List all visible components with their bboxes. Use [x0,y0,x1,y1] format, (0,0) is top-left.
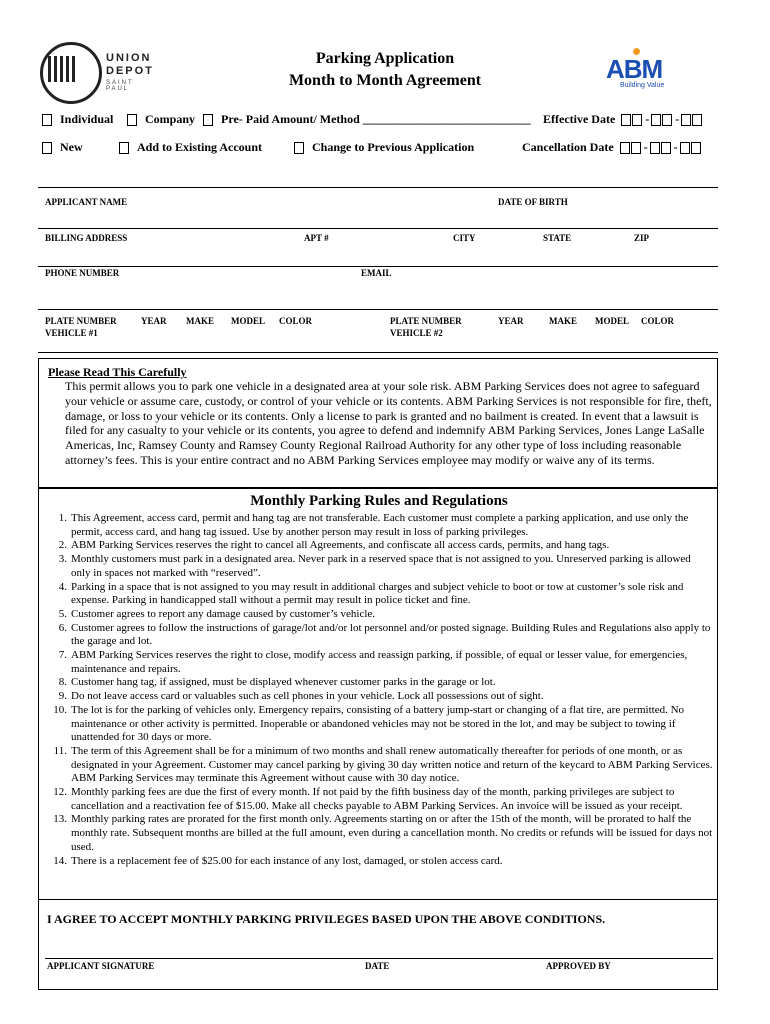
rule-text: Monthly customers must park in a designated area. Never park in a reserved space that is not assigned to you. Unreserved parking is allowed only in spaces not marked with “reserved”. [71,553,691,579]
date-digit-box[interactable] [632,114,642,126]
rule-number: 13. [53,813,67,826]
abm-logo [606,52,676,89]
divider [38,309,718,310]
abm-logo-tagline: Building Value [620,82,665,89]
rule-text: The term of this Agreement shall be for a minimum of two months and shall renew automatically thereafter for periods of one month, or as designated in your Agreement. Customer may cancel parking by giving 30 day written notice and return of the keycard to ABM Parking Services. ABM Parking Services may terminate this Agreement without cause with 30 day notice. [71,744,713,785]
rule-number: 11. [53,744,67,757]
vehicle-2-label: VEHICLE #2 [390,328,443,338]
signature-line[interactable] [45,958,713,959]
city-label: CITY [453,233,476,243]
new-checkbox[interactable] [42,142,52,154]
date-digit-box[interactable] [651,114,661,126]
company-label: Company [145,112,196,126]
rule-item [39,608,713,622]
year-1-label: YEAR [141,316,167,326]
date-digit-box[interactable] [650,142,660,154]
liability-notice [38,358,718,488]
rule-item [39,622,713,649]
billing-address-label: BILLING ADDRESS [45,233,128,243]
rule-number: 4. [58,580,67,593]
prepaid-checkbox[interactable] [203,114,213,126]
rule-text: There is a replacement fee of $25.00 for each instance of any lost, damaged, or stolen access card. [71,854,503,867]
date-digit-box[interactable] [662,114,672,126]
new-label: New [60,140,83,154]
zip-label: ZIP [634,233,650,243]
date-digit-box[interactable] [692,114,702,126]
logo-line1: UNION [106,52,152,64]
effective-date-field[interactable]: Effective Date - - [543,112,703,127]
rule-number: 8. [58,676,67,689]
change-previous-label: Change to Previous Application [312,140,475,154]
option-change-previous[interactable] [294,140,474,155]
state-label: STATE [543,233,572,243]
page-title-line2: Month to Month Agreement [288,72,482,89]
approved-by-label: APPROVED BY [546,961,611,971]
rule-text: This Agreement, access card, permit and hang tag are not transferable. Each customer must complete a parking application, and use only the permit, access card, and hang tag issued. Use by another person may result in loss of parking privileges. [71,512,689,538]
rule-item [39,539,713,553]
individual-checkbox[interactable] [42,114,52,126]
option-new[interactable] [42,140,83,155]
rule-text: Monthly parking rates are prorated for the first month only. Agreements starting on or after the 15th of the month, will be prorated to half the monthly rate. Subsequent months are billed at the full amount, even during a cancellation month. No credits or refunds will be issued for days not used. [71,813,713,853]
agreement-statement: I AGREE TO ACCEPT MONTHLY PARKING PRIVILEGES BASED UPON THE ABOVE CONDITIONS. [47,912,606,926]
option-individual[interactable] [42,112,113,127]
rule-text: Parking in a space that is not assigned to you may result in additional charges and subject vehicle to boot or tow at customer’s sole risk and expense. Parking in handicapped stall without a permit may result in police ticket and fine. [71,580,684,607]
rule-text: Customer agrees to report any damage caused by customer’s vehicle. [71,607,376,620]
rule-number: 2. [58,539,67,552]
cancellation-date-field[interactable]: Cancellation Date - - [522,140,702,155]
notice-heading: Please Read This Carefully [48,365,187,379]
effective-date-label: Effective Date [543,112,616,126]
divider [38,228,718,229]
rule-number: 10. [53,703,67,716]
add-existing-checkbox[interactable] [119,142,129,154]
rule-number: 1. [58,512,67,524]
date-digit-box[interactable] [631,142,641,154]
option-prepaid[interactable] [203,112,531,127]
rule-number: 7. [58,649,67,662]
date-digit-box[interactable] [661,142,671,154]
rules-section [38,488,718,900]
rule-item [39,813,713,854]
rule-item [39,649,713,676]
option-add-existing[interactable] [119,140,262,155]
date-of-birth-label: DATE OF BIRTH [498,197,568,207]
rule-text: The lot is for the parking of vehicles only. Emergency repairs, consisting of a battery jump-start or changing of a flat tire, are permitted. No maintenance or other activity is permitted. Inoperable or abandoned vehicles may not be stored in the lot, and may be subject to towing if unattended for 30 days or more. [71,703,685,744]
rule-item [39,512,713,539]
phone-number-label: PHONE NUMBER [45,268,120,278]
rule-item [39,553,713,580]
rules-title: Monthly Parking Rules and Regulations [250,493,508,509]
vehicle-1-label: VEHICLE #1 [45,328,98,338]
divider [38,266,718,267]
rule-text: ABM Parking Services reserves the right to cancel all Agreements, and confiscate all access cards, permits, and hang tags. [71,539,610,552]
rule-text: Customer hang tag, if assigned, must be displayed whenever customer parks in the garage or lot. [71,676,496,689]
individual-label: Individual [60,112,114,126]
plate-number-2-label: PLATE NUMBER [390,316,462,326]
applicant-signature-label: APPLICANT SIGNATURE [47,961,155,971]
rule-item [39,745,713,786]
rule-text: Customer agrees to follow the instructions of garage/lot and/or lot personnel and/or posted signage. Building Rules and Regulations also apply to the garage and lot. [71,621,711,648]
rule-item [39,676,713,690]
model-1-label: MODEL [231,316,266,326]
applicant-form [38,187,718,352]
page-title-line1: Parking Application [315,50,455,67]
applicant-name-label: APPLICANT NAME [45,197,128,207]
date-label: DATE [365,961,390,971]
add-existing-label: Add to Existing Account [137,140,263,154]
apt-label: APT # [304,233,329,243]
color-1-label: COLOR [279,316,313,326]
notice-body: This permit allows you to park one vehicle in a designated area at your sole risk. ABM Parking Services does not agree to safeguard your vehicle or assume care, custody, or control of your vehicle or its contents. ABM Parking Services is not responsible for fire, theft, damage, or loss to your vehicle or its contents. Only a license to park is granted and no bailment is created. In event that a lawsuit is filed for any casualty to your vehicle or its contents, you agree to defend and indemnify ABM Parking Services, Jones Lange LaSalle Americas, Inc, Ramsey County and Ramsey County Regional Railroad Authority for any other type of loss including reasonable attorney’s fees. This is your entire contract and no ABM Parking Services employee may modify or waive any of its terms. [65,379,712,467]
rule-text: ABM Parking Services reserves the right to close, modify access and reassign parking, if possible, of equal or lesser value, for emergencies, maintenance and repairs. [71,649,688,675]
logo-line2: DEPOT [106,65,154,77]
date-digit-box[interactable] [621,114,631,126]
rules-list [39,512,713,868]
agreement-section [38,900,718,990]
year-2-label: YEAR [498,316,524,326]
date-digit-box[interactable] [620,142,630,154]
rule-text: Do not leave access card or valuables such as cell phones in your vehicle. Lock all possessions out of sight. [71,690,544,703]
rule-number: 3. [58,553,67,566]
date-digit-box[interactable] [680,142,690,154]
divider [38,352,718,353]
plate-number-1-label: PLATE NUMBER [45,316,117,326]
rule-item [39,690,713,704]
date-digit-box[interactable] [691,142,701,154]
company-checkbox[interactable] [127,114,137,126]
rule-item [39,786,713,813]
make-1-label: MAKE [186,316,214,326]
email-label: EMAIL [361,268,392,278]
color-2-label: COLOR [641,316,675,326]
rule-number: 6. [58,621,67,634]
option-company[interactable] [127,112,195,127]
rule-item [39,855,713,869]
logo-subtitle: SAINT PAUL [106,80,134,92]
rule-item [39,704,713,745]
change-previous-checkbox[interactable] [294,142,304,154]
date-digit-box[interactable] [681,114,691,126]
cancellation-date-label: Cancellation Date [522,140,614,154]
rule-item [39,581,713,608]
model-2-label: MODEL [595,316,630,326]
rule-number: 14. [53,854,67,867]
rule-number: 12. [53,786,67,799]
rule-number: 9. [58,690,67,703]
make-2-label: MAKE [549,316,577,326]
rule-number: 5. [58,607,67,620]
prepaid-label: Pre- Paid Amount/ Method ____________________________ [221,112,531,126]
rule-text: Monthly parking fees are due the first of every month. If not paid by the fifth business day of the month, parking privileges are subject to cancellation and a reactivation fee of $15.00. Make all checks payable to ABM Parking Services. An invoice will be issued as your receipt. [71,786,683,812]
abm-logo-mark: ABM [606,54,663,84]
